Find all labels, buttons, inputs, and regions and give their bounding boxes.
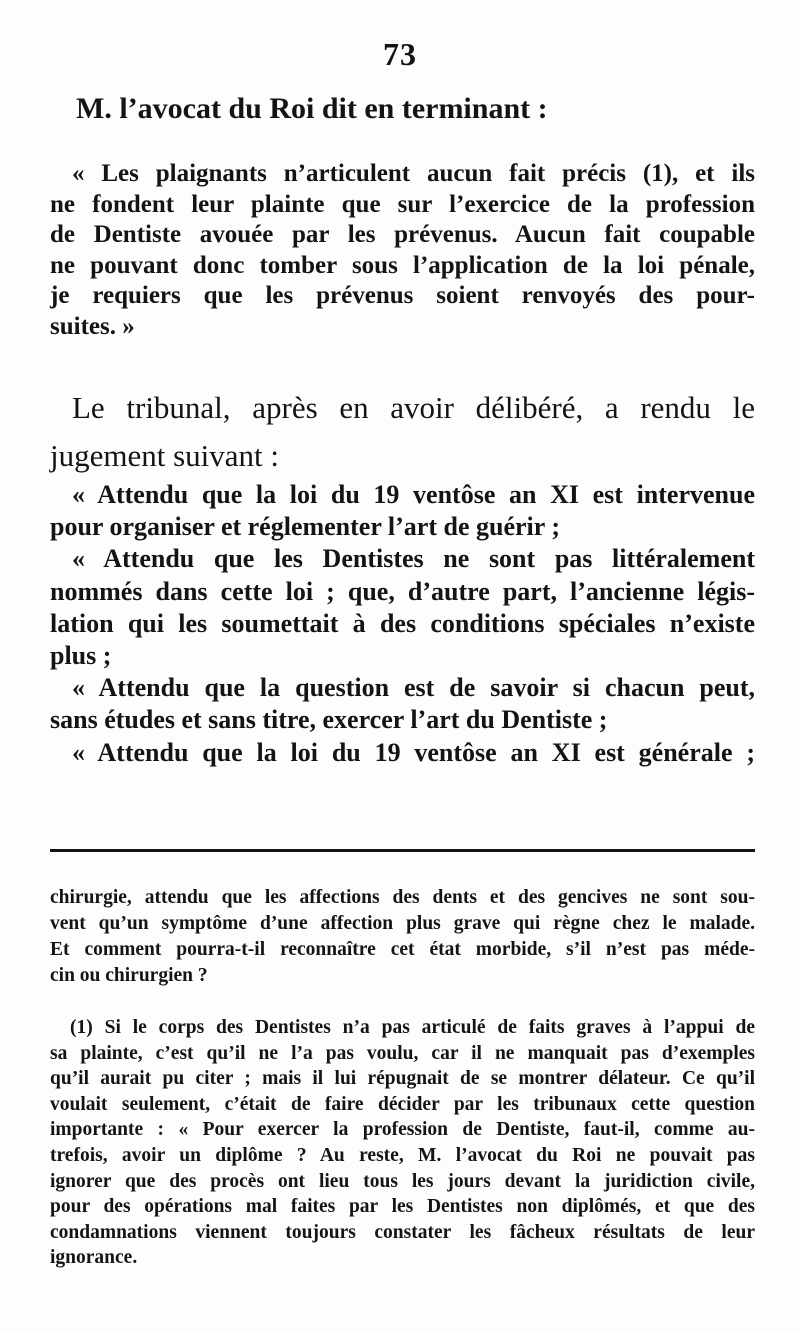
text-line: Le tribunal, après en avoir délibéré, a rendu le (72, 390, 755, 425)
text-line: jugement suivant : (50, 438, 280, 473)
text-line: lation qui les soumettait à des conditions spéciales n’existe (50, 608, 755, 638)
text-line: « Attendu que la loi du 19 ventôse an XI est générale ; (72, 737, 755, 767)
text-line: pour organiser et réglementer l’art de guérir ; (50, 512, 560, 542)
text-line: je requiers que les prévenus soient renvoyés des pour- (50, 282, 755, 309)
text-line: « Attendu que la question est de savoir si chacun peut, (72, 673, 755, 703)
text-line: voulait seulement, c’était de faire décider par les tribunaux cette question (50, 1093, 755, 1115)
text-line: sans études et sans titre, exercer l’art du Dentiste ; (50, 705, 608, 735)
text-line: ignorance. (50, 1247, 138, 1269)
text-line: plus ; (50, 641, 112, 671)
text-line: « Les plaignants n’articulent aucun fait précis (1), et ils (72, 160, 755, 187)
text-line: de Dentiste avouée par les prévenus. Aucun fait coupable (50, 221, 755, 248)
text-line: (1) Si le corps des Dentistes n’a pas articulé de faits graves à l’appui de (70, 1017, 755, 1038)
text-line: suites. » (50, 312, 135, 340)
text-line: Et comment pourra-t-il reconnaître cet état morbide, s’il n’est pas méde- (50, 939, 755, 960)
text-line: cin ou chirurgien ? (50, 965, 208, 986)
judgment-text (50, 479, 755, 769)
text-line: ne pouvant donc tomber sous l’application de la loi pénale, (50, 251, 755, 279)
page-number: 73 (383, 36, 417, 72)
footnote-1 (50, 1015, 755, 1271)
footnote-rule (50, 849, 755, 852)
footnote-continuation (50, 885, 755, 989)
text-line: sa plainte, c’est qu’il ne l’a pas voulu, car il ne manquait pas d’exemples (50, 1042, 755, 1064)
text-line: condamnations viennent toujours constater les fâcheux résultats de leur (50, 1221, 755, 1243)
text-line: « Attendu que la loi du 19 ventôse an XI est intervenue (72, 480, 755, 509)
text-line: ignorer que des procès ont lieu tous les jours devant la juridiction civile, (50, 1170, 755, 1192)
text-line: qu’il aurait pu citer ; mais il lui répugnait de se montrer délateur. Ce qu’il (50, 1068, 755, 1090)
text-line: vent qu’un symptôme d’une affection plus grave qui règne chez le malade. (50, 913, 755, 934)
tribunal-statement (50, 384, 755, 480)
text-line: importante : « Pour exercer la profession de Dentiste, faut-il, comme au- (50, 1119, 755, 1141)
text-line: ne fondent leur plainte que sur l’exercice de la profession (50, 190, 755, 218)
section-heading: M. l’avocat du Roi dit en terminant : (76, 92, 548, 125)
text-line: pour des opérations mal faites par les Dentistes non diplômés, et que des (50, 1196, 755, 1218)
text-line: trefois, avoir un diplôme ? Au reste, M. l’avocat du Roi ne pouvait pas (50, 1144, 755, 1166)
text-line: « Attendu que les Dentistes ne sont pas littéralement (72, 544, 755, 574)
prosecutor-requisition (50, 159, 755, 342)
text-line: chirurgie, attendu que les affections des dents et des gencives ne sont sou- (50, 887, 755, 908)
text-line: nommés dans cette loi ; que, d’autre part, l’ancienne légis- (50, 576, 755, 606)
